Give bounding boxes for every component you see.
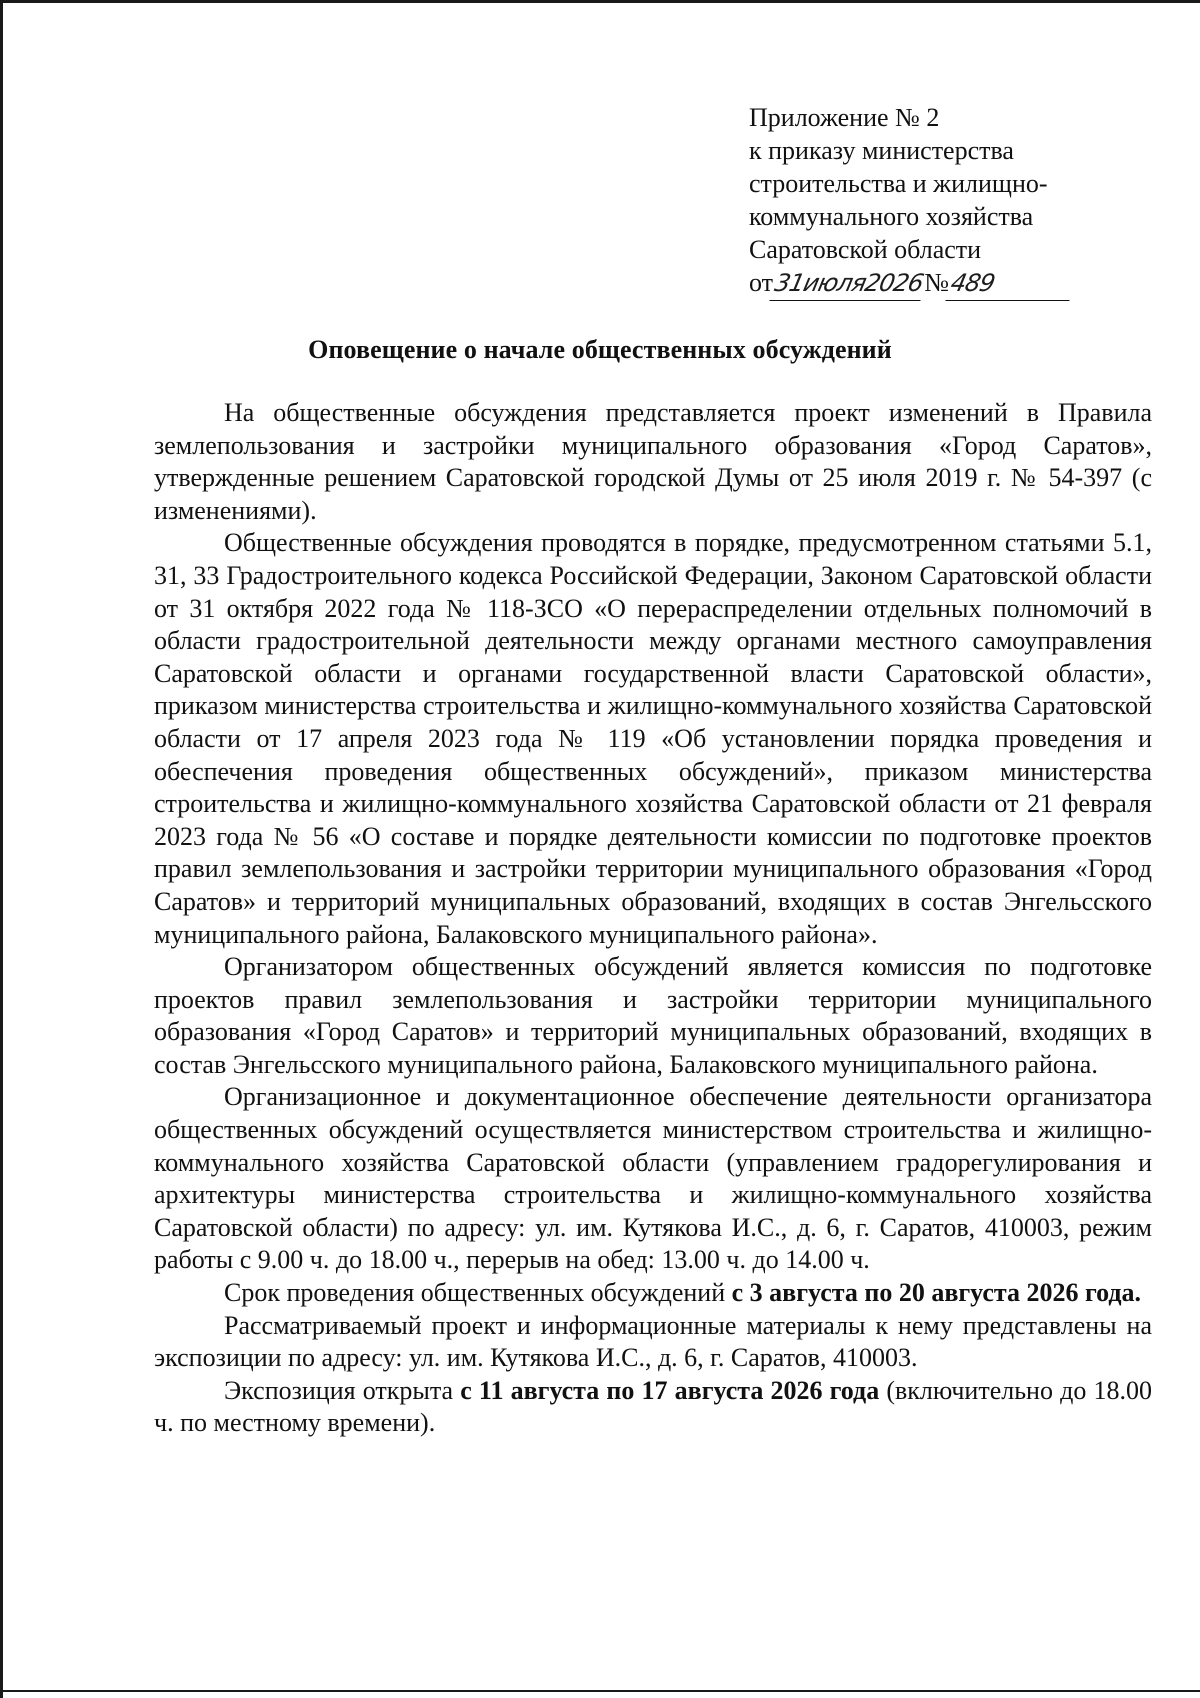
paragraph-exposition bbox=[154, 1375, 1152, 1440]
exposition-dates: с 11 августа по 17 августа 2026 года bbox=[460, 1375, 880, 1405]
term-dates: с 3 августа по 20 августа 2026 года. bbox=[731, 1278, 1142, 1308]
appendix-line-1: Приложение № 2 bbox=[749, 103, 940, 132]
appendix-line-3: строительства и жилищно- bbox=[749, 169, 1048, 198]
handwritten-date: 31июля2026 bbox=[769, 267, 927, 301]
handwritten-number: 489 bbox=[945, 267, 1076, 301]
paragraph-project: На общественные обсуждения представляется проект изменений в Правила землепользования и застройки муниципального образования «Город Саратов», утвержденные решением Саратовской городской Думы от 25 июля 2019 г. № 54-397 (с изменениями). bbox=[154, 398, 1152, 525]
scan-edge-bottom bbox=[0, 1690, 1200, 1692]
exposition-text: Экспозиция открыта bbox=[224, 1375, 461, 1405]
appendix-line-5: Саратовской области bbox=[749, 235, 982, 264]
page-title: Оповещение о начале общественных обсуждений bbox=[308, 335, 892, 364]
scan-edge-left bbox=[0, 0, 3, 1698]
number-prefix: № bbox=[924, 268, 950, 297]
term-text: Срок проведения общественных обсуждений bbox=[224, 1278, 732, 1308]
appendix-date-number-line bbox=[749, 266, 1129, 301]
appendix-header bbox=[749, 101, 1129, 301]
date-prefix: от bbox=[749, 268, 774, 297]
notice-body bbox=[154, 397, 1152, 1440]
exposition-tail: (включительно до 18.00 ч. по местному времени). bbox=[154, 1375, 1152, 1438]
paragraph-materials: Рассматриваемый проект и информационные материалы к нему представлены на экспозиции по адресу: ул. им. Кутякова И.С., д. 6, г. Саратов, 410003. bbox=[154, 1310, 1152, 1373]
paragraph-term bbox=[154, 1277, 1152, 1310]
paragraph-support: Организационное и документационное обеспечение деятельности организатора общественных обсуждений осуществляется министерством строительства и жилищно-коммунального хозяйства Саратовской области (управлением градорегулирования и архитектуры министерства строительства и жилищно-коммунального хозяйства Саратовской области) по адресу: ул. им. Кутякова И.С., д. 6, г. Саратов, 410003, режим работы с 9.00 ч. до 18.00 ч., перерыв на обед: 13.00 ч. до 14.00 ч. bbox=[154, 1082, 1152, 1275]
scan-edge-top bbox=[0, 0, 1200, 3]
paragraph-legal-basis: Общественные обсуждения проводятся в порядке, предусмотренном статьями 5.1, 31, 33 Градостроительного кодекса Российской Федерации, Законом Саратовской области от 31 октября 2022 года № 118-ЗСО «О перераспределении отдельных полномочий в области градостроительной деятельности между органами местного самоуправления Саратовской области и органами государственной власти Саратовской области», приказом министерства строительства и жилищно-коммунального хозяйства Саратовской области от 17 апреля 2023 года № 119 «Об установлении порядка проведения и обеспечения проведения общественных обсуждений», приказом министерства строительства и жилищно-коммунального хозяйства Саратовской области от 21 февраля 2023 года № 56 «О составе и порядке деятельности комиссии по подготовке проектов правил землепользования и застройки территории муниципального образования «Город Саратов» и территорий муниципальных образований, входящих в состав Энгельсского муниципального района, Балаковского муниципального района». bbox=[154, 528, 1152, 949]
paragraph-organizer: Организатором общественных обсуждений является комиссия по подготовке проектов правил землепользования и застройки территории муниципального образования «Город Саратов» и территорий муниципальных образований, входящих в состав Энгельсского муниципального района, Балаковского муниципального района. bbox=[154, 952, 1152, 1079]
appendix-line-2: к приказу министерства bbox=[749, 136, 1014, 165]
appendix-line-4: коммунального хозяйства bbox=[749, 202, 1034, 231]
